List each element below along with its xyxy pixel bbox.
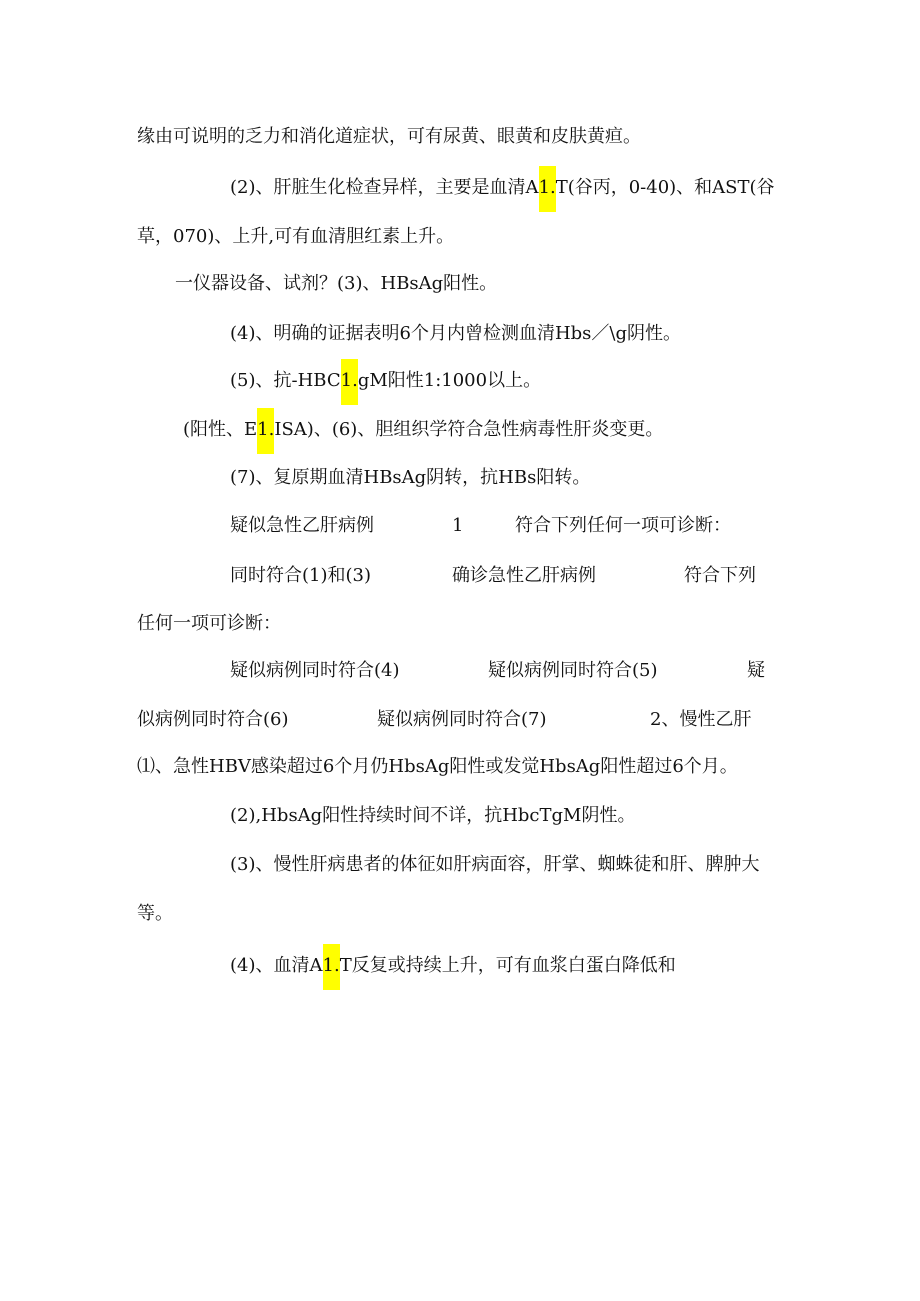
text-line-12-part-c: 疑 [747, 660, 765, 681]
text-line-13-part-a: 似病例同时符合(6) [137, 709, 289, 730]
highlight-mark: 1. [257, 408, 274, 454]
text-segment: (4)、血清A [230, 955, 323, 976]
text-segment: T(谷丙，0-40)、和AST(谷 [555, 177, 775, 198]
text-line-9-part-a: 疑似急性乙肝病例 [230, 515, 374, 536]
text-line-11: 任何一项可诊断： [137, 613, 281, 634]
text-line-8: (7)、复原期血清HBsAg阴转，抗HBs阳转。 [230, 467, 591, 488]
text-line-4: 一仪器设备、试剂？(3)、HBsAg阳性。 [175, 273, 498, 294]
text-line-9-part-b: 1 [452, 515, 464, 536]
text-line-10-part-a: 同时符合(1)和(3) [230, 565, 371, 586]
text-segment: (阳性、E [183, 419, 258, 440]
text-line-6 [230, 368, 541, 394]
text-line-10-part-b: 确诊急性乙肝病例 [452, 565, 596, 586]
text-line-12-part-a: 疑似病例同时符合(4) [230, 660, 400, 681]
text-segment: ISA)、(6)、胆组织学符合急性病毒性肝炎变更。 [274, 419, 664, 440]
text-line-10-part-c: 符合下列 [684, 565, 756, 586]
text-line-13-part-c: 2、慢性乙肝 [650, 709, 752, 730]
text-line-13-part-b: 疑似病例同时符合(7) [377, 709, 547, 730]
text-line-2 [230, 175, 775, 201]
text-segment: (2)、肝脏生化检查异样，主要是血清A [230, 177, 539, 198]
text-line-14: ⑴、急性HBV感染超过6个月仍HbsAg阳性或发觉HbsAg阳性超过6个月。 [137, 756, 738, 777]
highlight-mark: 1. [341, 359, 358, 405]
text-line-17: 等。 [137, 903, 173, 924]
text-line-18 [230, 953, 676, 979]
text-line-3: 草，070)、上升,可有血清胆红素上升。 [137, 226, 455, 247]
text-line-5: (4)、明确的证据表明6个月内曾检测血清Hbs／\g阴性。 [230, 323, 681, 344]
text-segment: (5)、抗-HBC [230, 370, 341, 391]
text-line-1: 缘由可说明的乏力和消化道症状，可有尿黄、眼黄和皮肤黄疸。 [137, 126, 641, 147]
highlight-mark: 1. [539, 166, 556, 212]
text-line-15: (2),HbsAg阳性持续时间不详，抗HbcTgM阴性。 [230, 805, 636, 826]
text-segment: T反复或持续上升，可有血浆白蛋白降低和 [339, 955, 676, 976]
text-line-16: (3)、慢性肝病患者的体征如肝病面容，肝掌、蜘蛛徒和肝、脾肿大 [230, 854, 760, 875]
highlight-mark: 1. [323, 944, 340, 990]
text-line-9-part-c: 符合下列任何一项可诊断： [515, 515, 731, 536]
text-segment: gM阳性1:1000以上。 [357, 370, 542, 391]
text-line-12-part-b: 疑似病例同时符合(5) [488, 660, 658, 681]
text-line-7 [183, 417, 663, 443]
